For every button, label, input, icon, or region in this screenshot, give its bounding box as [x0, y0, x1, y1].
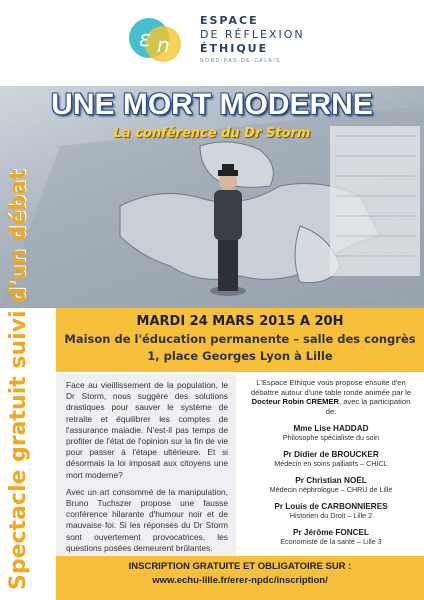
speaker — [238, 424, 424, 442]
speaker-name: Pr Christian NOËL — [295, 476, 367, 486]
speaker-name: Pr Jérôme FONCEL — [293, 528, 369, 538]
event-details — [56, 308, 424, 372]
logo-text — [200, 14, 380, 64]
description — [56, 374, 236, 556]
roundtable-intro-part2: , avec la participation de: — [325, 397, 411, 416]
registration-footer — [56, 556, 424, 600]
speaker-role: Historien du Droit – Lille 2 — [289, 511, 373, 521]
roundtable — [238, 374, 424, 556]
speaker-name: Pr Didier de BROUCKER — [283, 450, 379, 460]
logo-icon — [125, 14, 185, 66]
description-paragraph-1: Face au vieillissement de la population, le Dr Storm, nous suggère des solutions drastiques pour sauver le système de retraite et équilibrer les comptes de l'assurance maladie. N'est-il pas temps de profiter de l'état de l'opinion sur la fin de vie pour passer à l'étape ultérieure. Et si désormais la loi imposait aux citoyens une mort moderne? — [66, 380, 228, 480]
event-address: 1, place Georges Lyon à Lille — [147, 349, 333, 363]
speaker-role: Médecin néphrologue – CHRU de Lille — [269, 485, 393, 495]
logo-line-3: ÉTHIQUE — [200, 42, 269, 55]
speaker — [238, 528, 424, 546]
moderator-name: Docteur Robin CREMER — [251, 397, 339, 407]
svg-text:ε: ε — [139, 27, 151, 52]
description-paragraph-2: Avec un art consommé de la manipulation, Bruno Tuchszer propose une fausse conférence hilarante d'humour noir et de mauvaise foi. Si les réponses du Dr Storm sont ouvertement provocatrices, les questions posées demeurent brûlantes. — [66, 486, 228, 553]
hero-image — [0, 86, 424, 308]
roundtable-intro-part1: L'Espace Ethique vous propose ensuite d'en débattre autour d'une table ronde animée par le — [250, 378, 412, 397]
speaker-role: Philosophe spécialiste du soin — [282, 433, 380, 443]
registration-label: INSCRIPTION GRATUITE ET OBLIGATOIRE SUR : — [128, 561, 352, 572]
header — [0, 0, 424, 86]
logo-line-1: ESPACE — [200, 14, 259, 27]
speaker-name: Pr Louis de CARBONNIERES — [274, 502, 388, 512]
vertical-banner: Spectacle gratuit suivi d'un débat — [6, 169, 31, 590]
event-venue: Maison de l'éducation permanente – salle des congrès — [64, 332, 416, 346]
speaker-name: Mme Lise HADDAD — [293, 424, 369, 434]
event-date: MARDI 24 MARS 2015 A 20H — [136, 314, 344, 329]
logo-line-2: DE RÉFLEXION — [200, 28, 305, 41]
speaker-role: Médecin en soins palliatifs – CHICL — [274, 459, 388, 469]
svg-text:n: n — [157, 33, 170, 57]
event-title: UNE MORT MODERNE — [51, 88, 373, 121]
roundtable-intro — [246, 378, 416, 416]
speaker — [238, 502, 424, 520]
event-subtitle: La conférence du Dr Storm — [113, 126, 311, 141]
speaker — [238, 476, 424, 494]
speaker — [238, 450, 424, 468]
speaker-role: Economiste de la santé – Lille 3 — [280, 537, 382, 547]
registration-link[interactable]: www.echu-lille.fr/erer-npdc/inscription/ — [152, 575, 328, 586]
logo-tagline: NORD-PAS-DE-CALAIS — [200, 58, 282, 64]
